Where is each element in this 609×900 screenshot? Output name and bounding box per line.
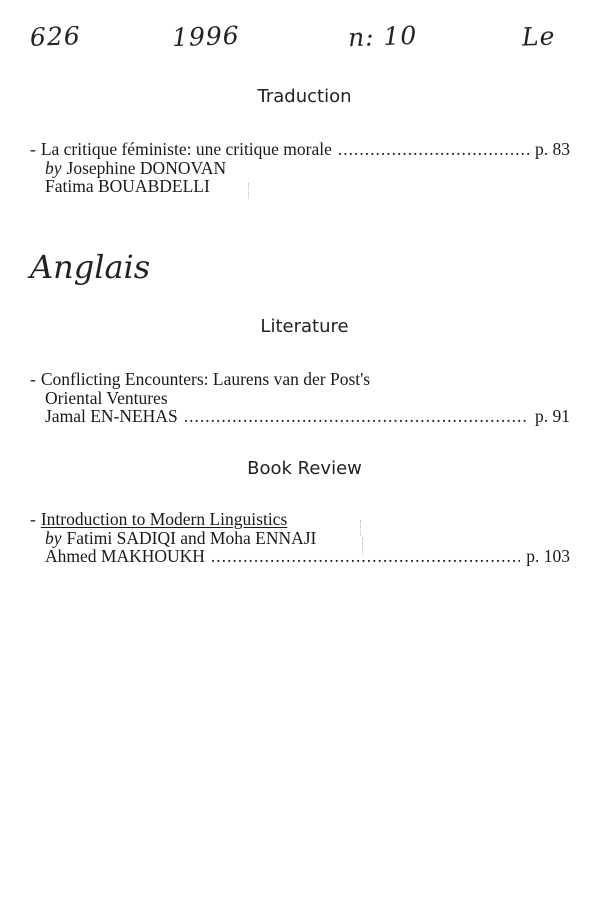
entry-title-line bbox=[30, 510, 570, 529]
entry-author: Jamal EN-NEHAS bbox=[45, 406, 178, 426]
pencil-mark bbox=[360, 520, 364, 536]
entry-dash: - bbox=[30, 509, 36, 529]
by-label: by bbox=[45, 157, 62, 178]
entry-title: Conflicting Encounters: Laurens van der Post's bbox=[40, 369, 371, 389]
toc-entry-literature bbox=[30, 370, 570, 426]
entry-reviewer: Ahmed MAKHOUKH bbox=[45, 546, 205, 566]
entry-title: La critique féministe: une critique morale bbox=[40, 139, 332, 159]
pencil-mark bbox=[248, 183, 252, 199]
entry-title-continued bbox=[30, 389, 570, 408]
by-label: by bbox=[45, 527, 62, 548]
handwritten-year: 1996 bbox=[171, 20, 241, 53]
entry-title-line2: Oriental Ventures bbox=[45, 387, 168, 408]
dot-leader bbox=[184, 407, 529, 426]
dot-leader bbox=[338, 140, 529, 159]
entry-page-number: p. 91 bbox=[535, 406, 570, 426]
entry-page-number: p. 103 bbox=[526, 546, 570, 566]
entry-author: Josephine DONOVAN bbox=[66, 157, 227, 178]
entry-translator: Fatima BOUABDELLI bbox=[45, 176, 210, 196]
toc-entry-book-review bbox=[30, 510, 570, 566]
handwritten-initials: Le bbox=[521, 21, 556, 52]
section-heading-book-review: Book Review bbox=[247, 458, 362, 479]
handwritten-code: 626 bbox=[29, 21, 82, 52]
entry-title-line bbox=[30, 370, 570, 389]
entry-author-line bbox=[30, 159, 570, 178]
entry-author-line bbox=[30, 407, 570, 426]
entry-authors: Fatimi SADIQI and Moha ENNAJI bbox=[66, 527, 317, 548]
entry-dash: - bbox=[30, 369, 36, 389]
handwritten-number: n: 10 bbox=[347, 20, 418, 53]
entry-title-line bbox=[30, 140, 570, 159]
toc-entry-traduction bbox=[30, 140, 570, 196]
entry-author-line bbox=[30, 529, 570, 548]
section-heading-literature: Literature bbox=[260, 316, 349, 337]
entry-page-number: p. 83 bbox=[535, 139, 570, 159]
entry-dash: - bbox=[30, 139, 36, 159]
pencil-mark bbox=[362, 538, 366, 554]
entry-title: Introduction to Modern Linguistics bbox=[40, 509, 288, 529]
language-heading: Anglais bbox=[30, 248, 151, 286]
entry-reviewer-line bbox=[30, 547, 570, 566]
section-heading-traduction: Traduction bbox=[257, 86, 352, 107]
entry-translator-line bbox=[30, 177, 570, 196]
